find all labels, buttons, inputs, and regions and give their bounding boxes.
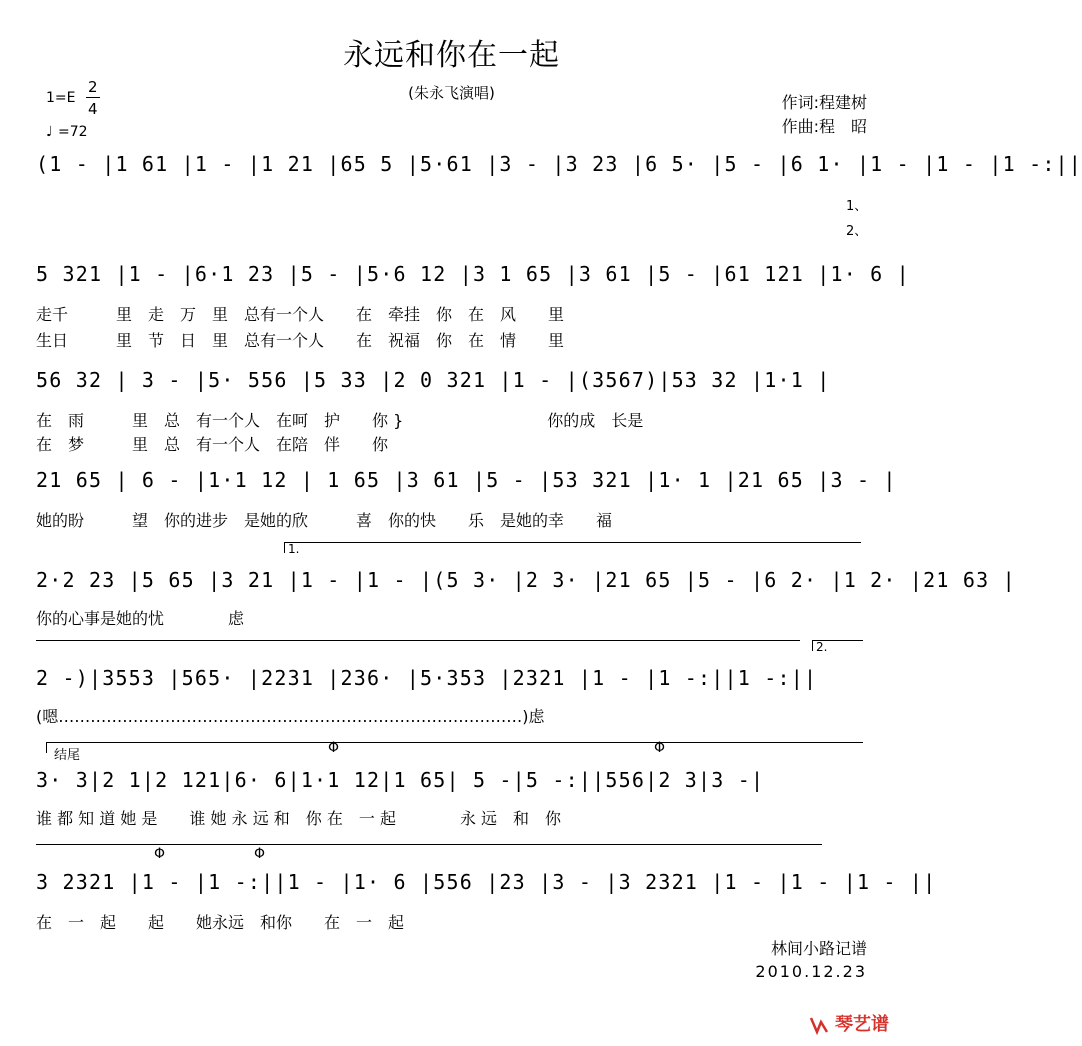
notes-row-7: 3· 3|2 1|2 121|6· 6|1·1 12|1 65| 5 -|5 -:||556|2 3|3 -|: [36, 768, 765, 792]
coda-sign-icon: Φ: [154, 846, 166, 862]
lyrics-row-8: 在 一 起 起 她永远 和你 在 一 起: [36, 913, 405, 932]
coda-sign-icon: Φ: [654, 740, 666, 756]
score-row-2: [36, 262, 910, 302]
volta-1-label: 1.: [288, 542, 300, 556]
score-row-7: [36, 768, 866, 808]
coda-sign-icon: Φ: [254, 846, 266, 862]
notes-row-3: 56 32 | 3 - |5· 556 |5 33 |2 0 321 |1 - |(3567)|53 32 |1·1 |: [36, 368, 831, 392]
transcriber: 林间小路记谱: [770, 939, 867, 958]
time-signature-top: 2: [88, 78, 98, 96]
notes-row-1: (1 - |1 61 |1 - |1 21 |65 5 |5·61 |3 - |3 23 |6 5· |5 - |6 1· |1 - |1 - |1 -:||: [36, 152, 1082, 176]
lyrics-row-3-verse-1: 在 雨 里 总 有一个人 在呵 护 你 } 你的成 长是: [36, 411, 644, 430]
lyrics-row-6: (嗯……………………………………………………………………………)虑: [36, 707, 545, 726]
tempo: =72: [58, 124, 88, 140]
page-title: 永远和你在一起: [343, 38, 560, 73]
lyrics-row-3-verse-2: 在 梦 里 总 有一个人 在陪 伴 你: [36, 435, 389, 454]
lyrics-row-2-verse-1: 走千 里 走 万 里 总有一个人 在 牵挂 你 在 风 里: [36, 305, 565, 324]
notes-row-5: 2·2 23 |5 65 |3 21 |1 - |1 - |(5 3· |2 3· |21 65 |5 - |6 2· |1 2· |21 63 |: [36, 568, 1016, 592]
coda-label: 结尾: [54, 748, 81, 763]
score-row-6: [36, 666, 866, 706]
lyrics-row-5: 你的心事是她的忧 虑: [36, 609, 245, 628]
volta-2-label: 2.: [816, 640, 828, 654]
lyrics-row-2-verse-2: 生日 里 节 日 里 总有一个人 在 祝福 你 在 情 里: [36, 331, 565, 350]
score-row-3: [36, 368, 866, 408]
notes-row-4: 21 65 | 6 - |1·1 12 | 1 65 |3 61 |5 - |53 321 |1· 1 |21 65 |3 - |: [36, 468, 897, 492]
score-row-1: [36, 152, 1082, 192]
watermark-text: 琴艺谱: [835, 1014, 889, 1035]
verse-marker-1: 1、: [846, 199, 868, 214]
score-row-4: [36, 468, 897, 508]
lyrics-row-4: 她的盼 望 你的进步 是她的欣 喜 你的快 乐 是她的幸 福: [36, 511, 613, 530]
date: 2010.12.23: [755, 962, 867, 981]
verse-marker-2: 2、: [846, 224, 868, 239]
volta-1-bracket: [284, 542, 861, 553]
page-subtitle: (朱永飞演唱): [408, 84, 495, 102]
score-row-5: [36, 568, 1016, 608]
lyrics-row-7: 谁 都 知 道 她 是 谁 她 永 远 和 你 在 一 起 永 远 和 你: [36, 809, 562, 828]
coda-bracket: [46, 742, 863, 753]
watermark-logo: [809, 1010, 889, 1036]
composer: 作曲:程 昭: [781, 117, 867, 136]
time-signature-bottom: 4: [88, 100, 98, 118]
quarter-note-icon: ♩: [46, 124, 53, 140]
notes-row-6: 2 -)|3553 |565· |2231 |236· |5·353 |2321 |1 - |1 -:||1 -:||: [36, 666, 818, 690]
lyricist: 作词:程建树: [781, 93, 867, 112]
time-signature-divider: [86, 97, 100, 98]
score-row-8: [36, 870, 937, 910]
volta-1-bracket-continued: [36, 640, 800, 651]
key-signature: 1=E: [46, 90, 76, 106]
notes-row-2: 5 321 |1 - |6·1 23 |5 - |5·6 12 |3 1 65 |3 61 |5 - |61 121 |1· 6 |: [36, 262, 910, 286]
coda-sign-icon: Φ: [328, 740, 340, 756]
logo-icon: [809, 1016, 829, 1034]
notes-row-8: 3 2321 |1 - |1 -:||1 - |1· 6 |556 |23 |3 - |3 2321 |1 - |1 - |1 - ||: [36, 870, 937, 894]
